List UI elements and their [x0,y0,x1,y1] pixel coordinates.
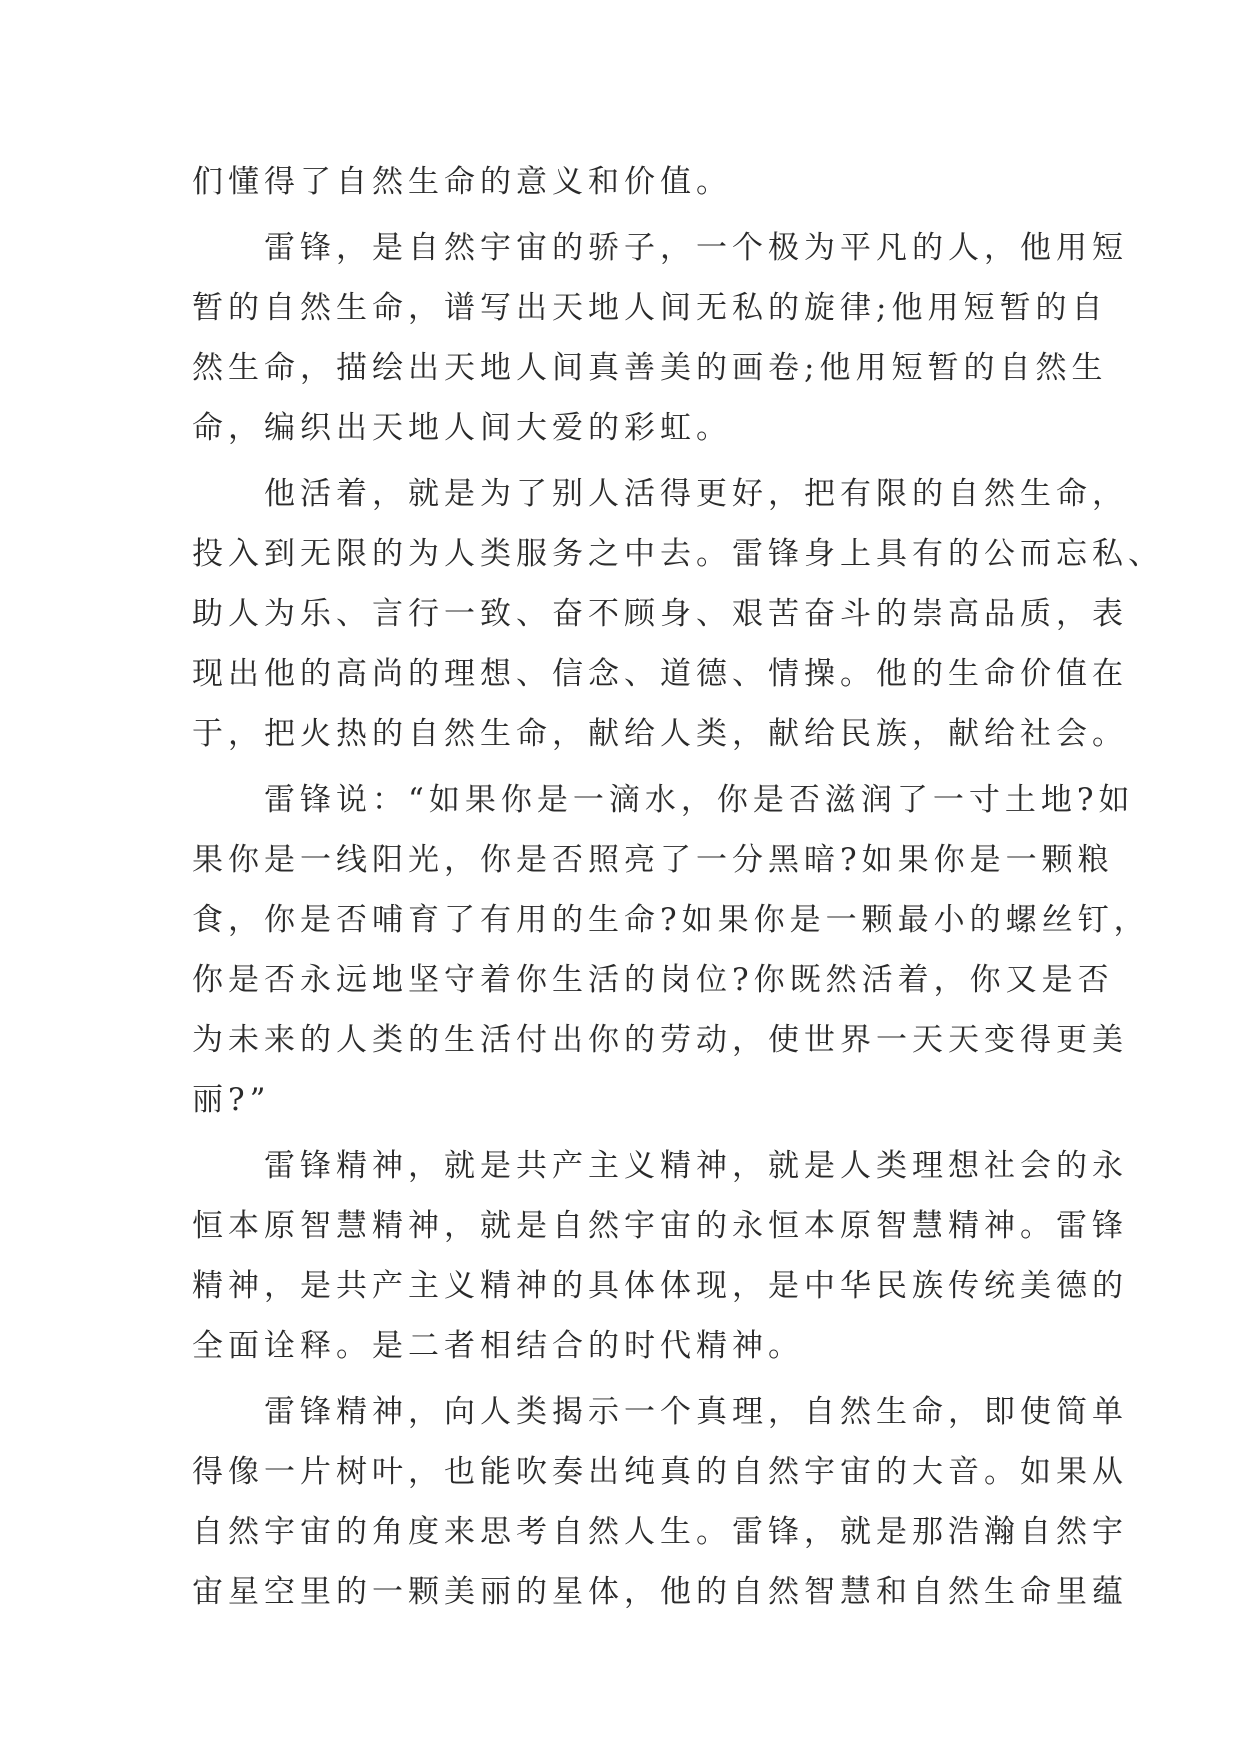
paragraph-5 [192,1136,1128,1376]
text-line: 宙星空里的一颗美丽的星体，他的自然智慧和自然生命里蕴 [192,1574,1128,1610]
paragraph-6 [192,1382,1128,1622]
text-line: 果你是一线阳光，你是否照亮了一分黑暗?如果你是一颗粮 [192,842,1114,878]
text-line: 于，把火热的自然生命，献给人类，献给民族，献给社会。 [192,716,1128,752]
text-line: 然生命，描绘出天地人间真善美的画卷;他用短暂的自然生 [192,350,1108,386]
text-line: 食，你是否哺育了有用的生命?如果你是一颗最小的螺丝钉， [192,902,1150,938]
text-line: 雷锋，是自然宇宙的骄子，一个极为平凡的人，他用短 [192,230,1128,266]
text-line: 为未来的人类的生活付出你的劳动，使世界一天天变得更美 [192,1022,1128,1058]
text-line: 精神，是共产主义精神的具体体现，是中华民族传统美德的 [192,1268,1128,1304]
paragraph-2 [192,218,1128,458]
text-line: 恒本原智慧精神，就是自然宇宙的永恒本原智慧精神。雷锋 [192,1208,1128,1244]
text-line: 命，编织出天地人间大爱的彩虹。 [192,410,732,446]
body-text [192,152,1164,1622]
text-line: 雷锋精神，就是共产主义精神，就是人类理想社会的永 [192,1148,1128,1184]
text-line: 全面诠释。是二者相结合的时代精神。 [192,1328,804,1364]
text-line: 他活着，就是为了别人活得更好，把有限的自然生命， [192,476,1128,512]
paragraph-1 [192,152,1072,212]
text-line: 你是否永远地坚守着你生活的岗位?你既然活着，你又是否 [192,962,1114,998]
text-line: 们懂得了自然生命的意义和价值。 [192,164,732,200]
text-line: 现出他的高尚的理想、信念、道德、情操。他的生命价值在 [192,656,1128,692]
text-line: 雷锋说：“如果你是一滴水，你是否滋润了一寸土地?如 [192,782,1135,818]
text-line: 丽?” [192,1082,271,1118]
text-line: 雷锋精神，向人类揭示一个真理，自然生命，即使简单 [192,1394,1128,1430]
paragraph-4 [192,770,1150,1130]
paragraph-3 [192,464,1164,764]
text-line: 助人为乐、言行一致、奋不顾身、艰苦奋斗的崇高品质，表 [192,596,1128,632]
text-line: 投入到无限的为人类服务之中去。雷锋身上具有的公而忘私、 [192,536,1164,572]
text-line: 暂的自然生命，谱写出天地人间无私的旋律;他用短暂的自 [192,290,1108,326]
text-line: 自然宇宙的角度来思考自然人生。雷锋，就是那浩瀚自然宇 [192,1514,1128,1550]
text-line: 得像一片树叶，也能吹奏出纯真的自然宇宙的大音。如果从 [192,1454,1128,1490]
